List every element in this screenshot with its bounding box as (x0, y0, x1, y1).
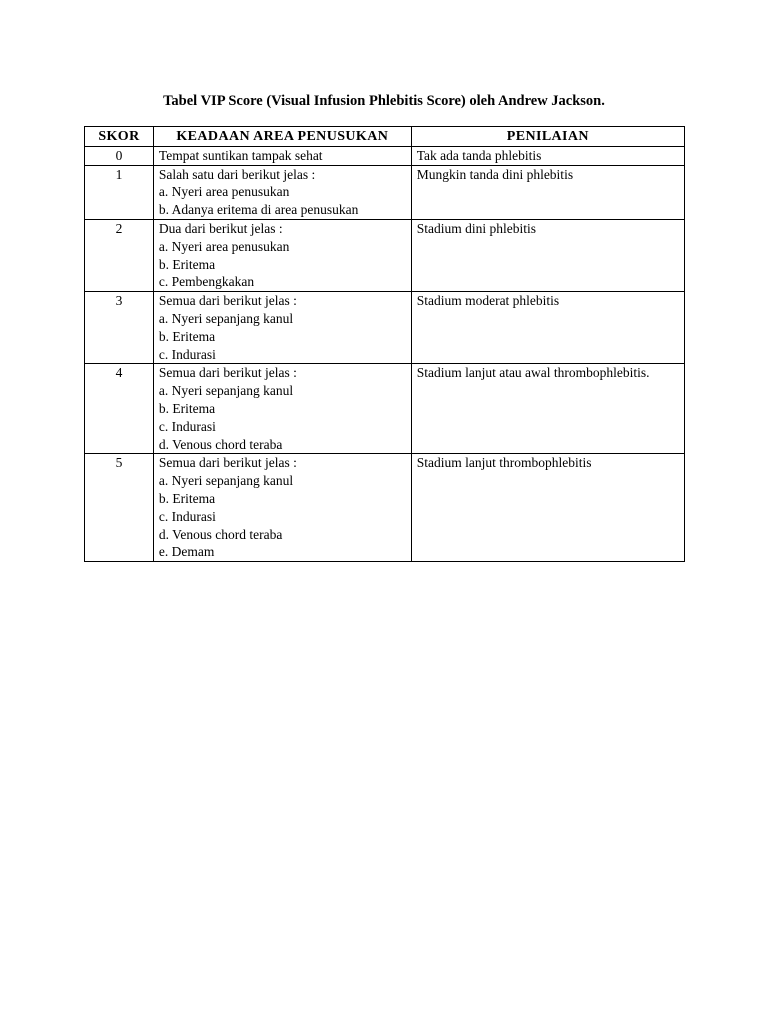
skor-cell: 0 (85, 146, 154, 165)
header-penilaian: PENILAIAN (411, 127, 684, 147)
keadaan-line: e. Demam (158, 544, 215, 560)
keadaan-line: Dua dari berikut jelas : (158, 220, 283, 236)
vip-score-table (84, 126, 685, 562)
keadaan-line: d. Venous chord teraba (158, 436, 283, 452)
keadaan-line: b. Eritema (158, 490, 216, 506)
keadaan-cell (153, 292, 411, 364)
skor-cell: 3 (85, 292, 154, 364)
table-header-row (85, 127, 685, 147)
keadaan-line: Salah satu dari berikut jelas : (158, 166, 316, 182)
page-title: Tabel VIP Score (Visual Infusion Phlebitis Score) oleh Andrew Jackson. (163, 93, 605, 109)
table-row (85, 292, 685, 364)
keadaan-cell (153, 219, 411, 291)
keadaan-line: c. Indurasi (158, 418, 216, 434)
keadaan-line: a. Nyeri area penusukan (158, 184, 290, 200)
penilaian-cell: Stadium lanjut atau awal thrombophlebitis. (411, 364, 684, 454)
keadaan-line: d. Venous chord teraba (158, 526, 283, 542)
table-row (85, 146, 685, 165)
keadaan-line: Tempat suntikan tampak sehat (158, 147, 323, 163)
header-keadaan: KEADAAN AREA PENUSUKAN (153, 127, 411, 147)
skor-cell: 1 (85, 165, 154, 219)
keadaan-line: b. Eritema (158, 400, 216, 416)
penilaian-cell: Stadium dini phlebitis (411, 219, 684, 291)
table-row (85, 454, 685, 562)
penilaian-cell: Mungkin tanda dini phlebitis (411, 165, 684, 219)
keadaan-line: b. Adanya eritema di area penusukan (158, 202, 359, 218)
penilaian-cell: Stadium lanjut thrombophlebitis (411, 454, 684, 562)
table-row (85, 364, 685, 454)
table-row (85, 165, 685, 219)
keadaan-cell (153, 364, 411, 454)
header-skor: SKOR (85, 127, 154, 147)
keadaan-line: a. Nyeri sepanjang kanul (158, 473, 294, 489)
skor-cell: 2 (85, 219, 154, 291)
keadaan-line: Semua dari berikut jelas : (158, 293, 297, 309)
skor-cell: 5 (85, 454, 154, 562)
keadaan-cell (153, 146, 411, 165)
penilaian-cell: Stadium moderat phlebitis (411, 292, 684, 364)
penilaian-cell: Tak ada tanda phlebitis (411, 146, 684, 165)
table-row (85, 219, 685, 291)
keadaan-line: c. Pembengkakan (158, 274, 255, 290)
keadaan-cell (153, 165, 411, 219)
keadaan-line: c. Indurasi (158, 346, 216, 362)
keadaan-line: a. Nyeri area penusukan (158, 238, 290, 254)
keadaan-cell (153, 454, 411, 562)
keadaan-line: Semua dari berikut jelas : (158, 365, 297, 381)
keadaan-line: b. Eritema (158, 256, 216, 272)
keadaan-line: a. Nyeri sepanjang kanul (158, 310, 294, 326)
keadaan-line: Semua dari berikut jelas : (158, 455, 297, 471)
keadaan-line: b. Eritema (158, 328, 216, 344)
skor-cell: 4 (85, 364, 154, 454)
keadaan-line: c. Indurasi (158, 508, 216, 524)
keadaan-line: a. Nyeri sepanjang kanul (158, 383, 294, 399)
